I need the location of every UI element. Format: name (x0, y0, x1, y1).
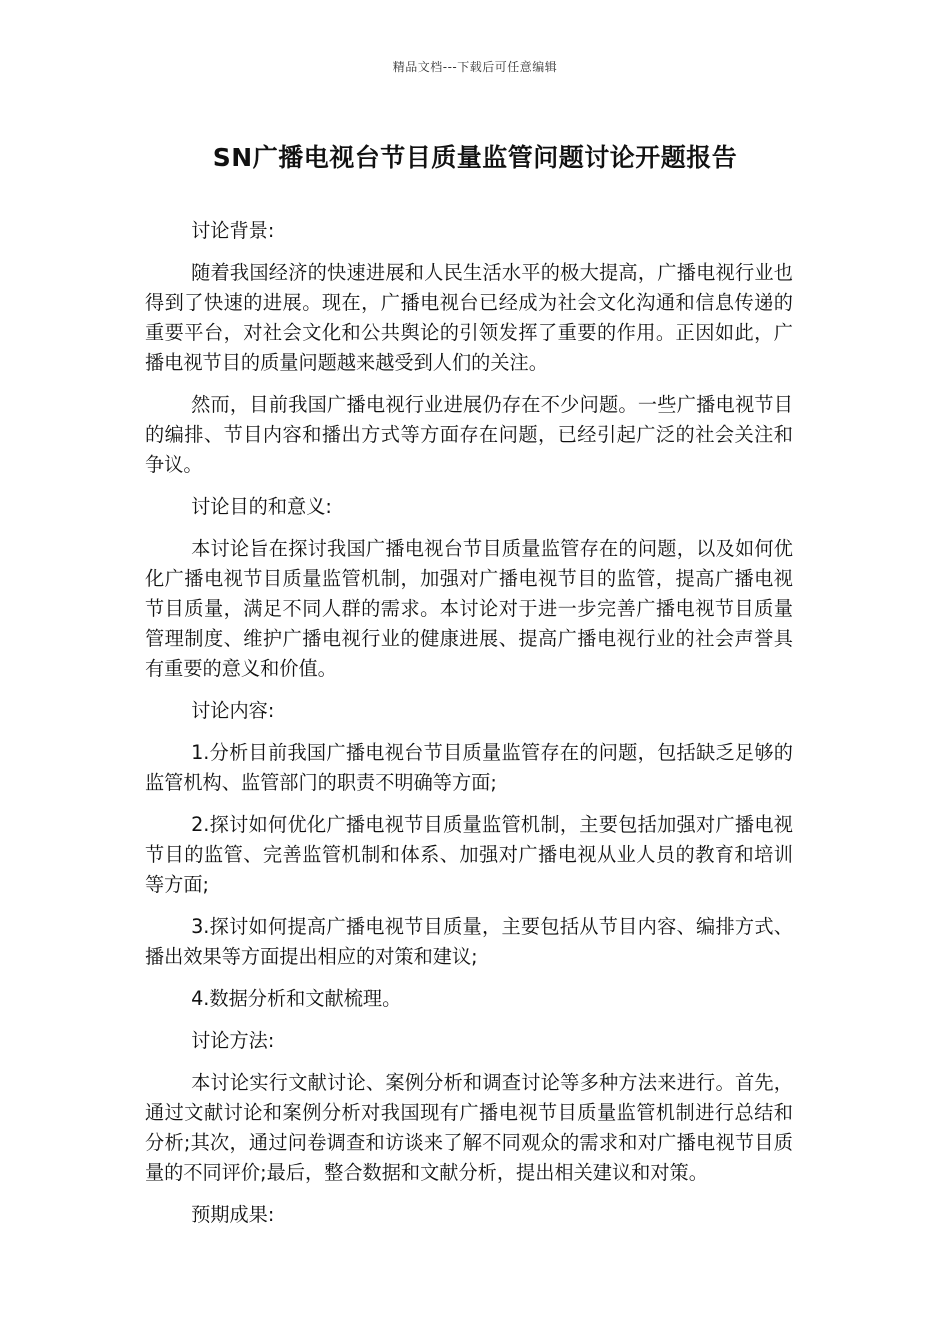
content-item-2: 2.探讨如何优化广播电视节目质量监管机制，主要包括加强对广播电视节目的监管、完善监管机制和体系、加强对广播电视从业人员的教育和培训等方面; (145, 813, 793, 896)
document-body (145, 216, 793, 1242)
section-heading-method: 讨论方法: (191, 1029, 275, 1052)
header-note: 精品文档---下载后可任意编辑 (392, 60, 558, 74)
paragraph-background-2: 然而，目前我国广播电视行业进展仍存在不少问题。一些广播电视节目的编排、节目内容和播出方式等方面存在问题，已经引起广泛的社会关注和争议。 (145, 393, 793, 476)
document-title: SN广播电视台节目质量监管问题讨论开题报告 (212, 143, 738, 172)
paragraph-purpose: 本讨论旨在探讨我国广播电视台节目质量监管存在的问题，以及如何优化广播电视节目质量监管机制，加强对广播电视节目的监管，提高广播电视节目质量，满足不同人群的需求。本讨论对于进一步完善广播电视节目质量管理制度、维护广播电视行业的健康进展、提高广播电视行业的社会声誉具有重要的意义和价值。 (145, 537, 793, 680)
section-heading-purpose: 讨论目的和意义: (191, 495, 332, 518)
paragraph-method: 本讨论实行文献讨论、案例分析和调查讨论等多种方法来进行。首先，通过文献讨论和案例分析对我国现有广播电视节目质量监管机制进行总结和分析;其次，通过问卷调查和访谈来了解不同观众的需求和对广播电视节目质量的不同评价;最后，整合数据和文献分析，提出相关建议和对策。 (145, 1071, 793, 1184)
section-heading-background: 讨论背景: (191, 219, 275, 242)
section-heading-content: 讨论内容: (191, 699, 275, 722)
content-item-1: 1.分析目前我国广播电视台节目质量监管存在的问题，包括缺乏足够的监管机构、监管部门的职责不明确等方面; (145, 741, 793, 794)
paragraph-background-1: 随着我国经济的快速进展和人民生活水平的极大提高，广播电视行业也得到了快速的进展。现在，广播电视台已经成为社会文化沟通和信息传递的重要平台，对社会文化和公共舆论的引领发挥了重要的作用。正因如此，广播电视节目的质量问题越来越受到人们的关注。 (145, 261, 793, 374)
content-item-3: 3.探讨如何提高广播电视节目质量，主要包括从节目内容、编排方式、播出效果等方面提出相应的对策和建议; (145, 915, 793, 968)
content-item-4: 4.数据分析和文献梳理。 (191, 987, 402, 1010)
section-heading-expected-results: 预期成果: (191, 1203, 275, 1226)
